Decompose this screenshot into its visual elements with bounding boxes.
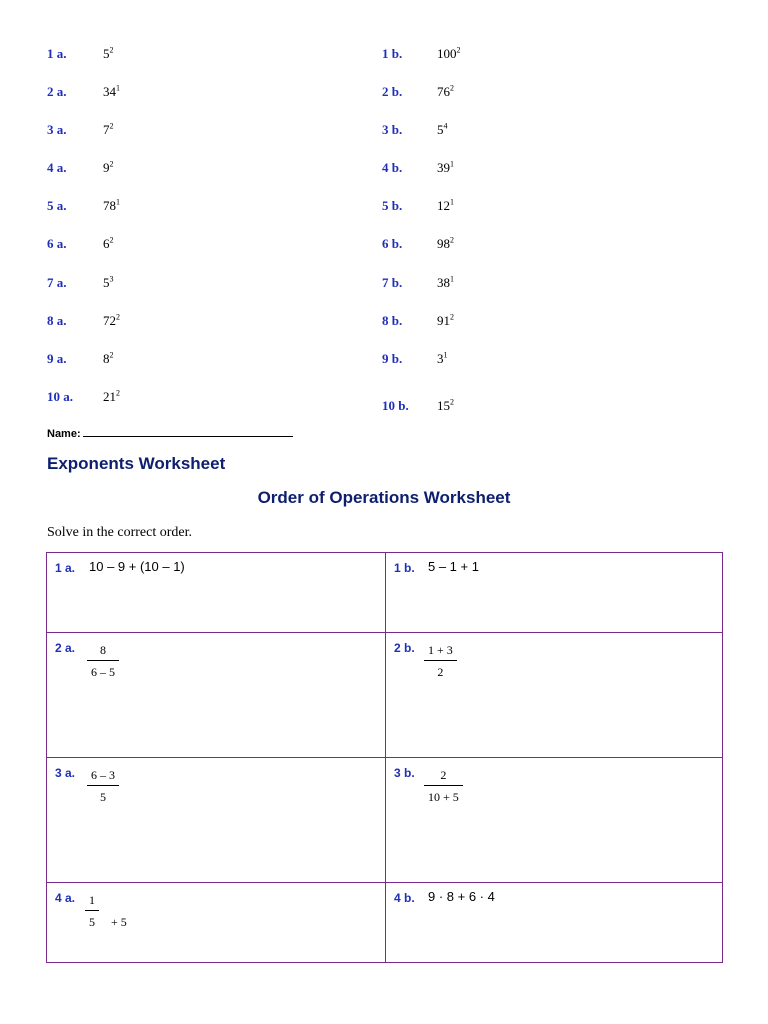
exp-label: 8 a. [47,313,67,328]
numerator: 2 [440,768,447,782]
name-label: Name: [47,428,81,440]
numerator: 1 [89,893,95,907]
exp-label: 5 b. [382,198,403,213]
exp-label: 7 a. [47,275,67,290]
exp-value: $98^2$ [437,235,454,251]
exp-label: 7 b. [382,275,403,290]
exp-value: $91^2$ [437,312,454,328]
exp-label: 10 a. [47,389,73,404]
exp-label: 10 b. [382,398,409,413]
exp-value: $8^2$ [103,350,114,366]
exp-label: 4 a. [47,160,67,175]
exp-label: 2 a. [47,84,67,99]
problem-label: 3 a. [55,766,76,780]
problem-label: 1 a. [55,561,76,575]
instructions: Solve in the correct order. [47,525,193,540]
exp-label: 8 b. [382,313,403,328]
denominator: 5 [85,910,99,930]
operations-table [46,552,723,963]
numerator: 8 [100,643,106,657]
exp-label: 6 b. [382,236,403,251]
problem-label: 1 b. [394,561,415,575]
ops-cell-3b [386,758,722,883]
denominator: 5 [87,785,119,805]
exp-label: 9 b. [382,351,403,366]
problem-label: 4 b. [394,891,415,905]
fraction [87,643,119,680]
fraction [424,643,457,680]
exp-value: $76^2$ [437,83,454,99]
exp-label: 3 a. [47,122,67,137]
problem-label: 3 b. [394,766,415,780]
problem-label: 2 a. [55,641,76,655]
ops-cell-2a [47,633,386,758]
ops-cell-1b [386,553,722,633]
denominator: 10 + 5 [424,785,463,805]
exp-label: 9 a. [47,351,67,366]
numerator: 6 – 3 [91,768,115,782]
exp-value: $7^2$ [103,121,114,137]
exp-label: 5 a. [47,198,67,213]
numerator: 1 + 3 [428,643,453,657]
ops-cell-4b [386,883,722,962]
problem-expression: 10 – 9 + (10 – 1) [89,559,185,574]
ops-cell-1a [47,553,386,633]
fraction [424,768,463,805]
exp-value: $15^2$ [437,397,454,413]
exp-value: $9^2$ [103,159,114,175]
problem-label: 4 a. [55,891,76,905]
exp-value: $39^1$ [437,159,454,175]
exp-label: 4 b. [382,160,403,175]
exp-label: 1 a. [47,46,67,61]
exp-label: 2 b. [382,84,403,99]
exp-value: $5^2$ [103,45,114,61]
exp-value: $6^2$ [103,235,114,251]
ops-cell-3a [47,758,386,883]
ops-cell-4a [47,883,386,962]
denominator: 2 [424,660,457,680]
exp-value: $38^1$ [437,274,454,290]
name-blank-line[interactable] [83,426,293,437]
exp-value: $3^1$ [437,350,448,366]
problem-expression: 5 – 1 + 1 [428,559,479,574]
fraction [85,893,99,930]
exp-label: 6 a. [47,236,67,251]
fraction [87,768,119,805]
exp-value: $78^1$ [103,197,120,213]
denominator: 6 – 5 [87,660,119,680]
exp-value: $5^3$ [103,274,114,290]
exp-value: $34^1$ [103,83,120,99]
ops-cell-2b [386,633,722,758]
problem-expression: 9 · 8 + 6 · 4 [428,889,495,904]
exp-label: 3 b. [382,122,403,137]
exponents-title: Exponents Worksheet [47,454,226,473]
exp-label: 1 b. [382,46,403,61]
exp-value: $12^1$ [437,197,454,213]
name-field [47,426,293,440]
exp-value: $5^4$ [437,121,448,137]
order-of-operations-title: Order of Operations Worksheet [257,488,511,507]
exp-value: $100^2$ [437,45,461,61]
expression-tail: + 5 [111,915,127,929]
problem-label: 2 b. [394,641,415,655]
exp-value: $21^2$ [103,388,120,404]
exp-value: $72^2$ [103,312,120,328]
